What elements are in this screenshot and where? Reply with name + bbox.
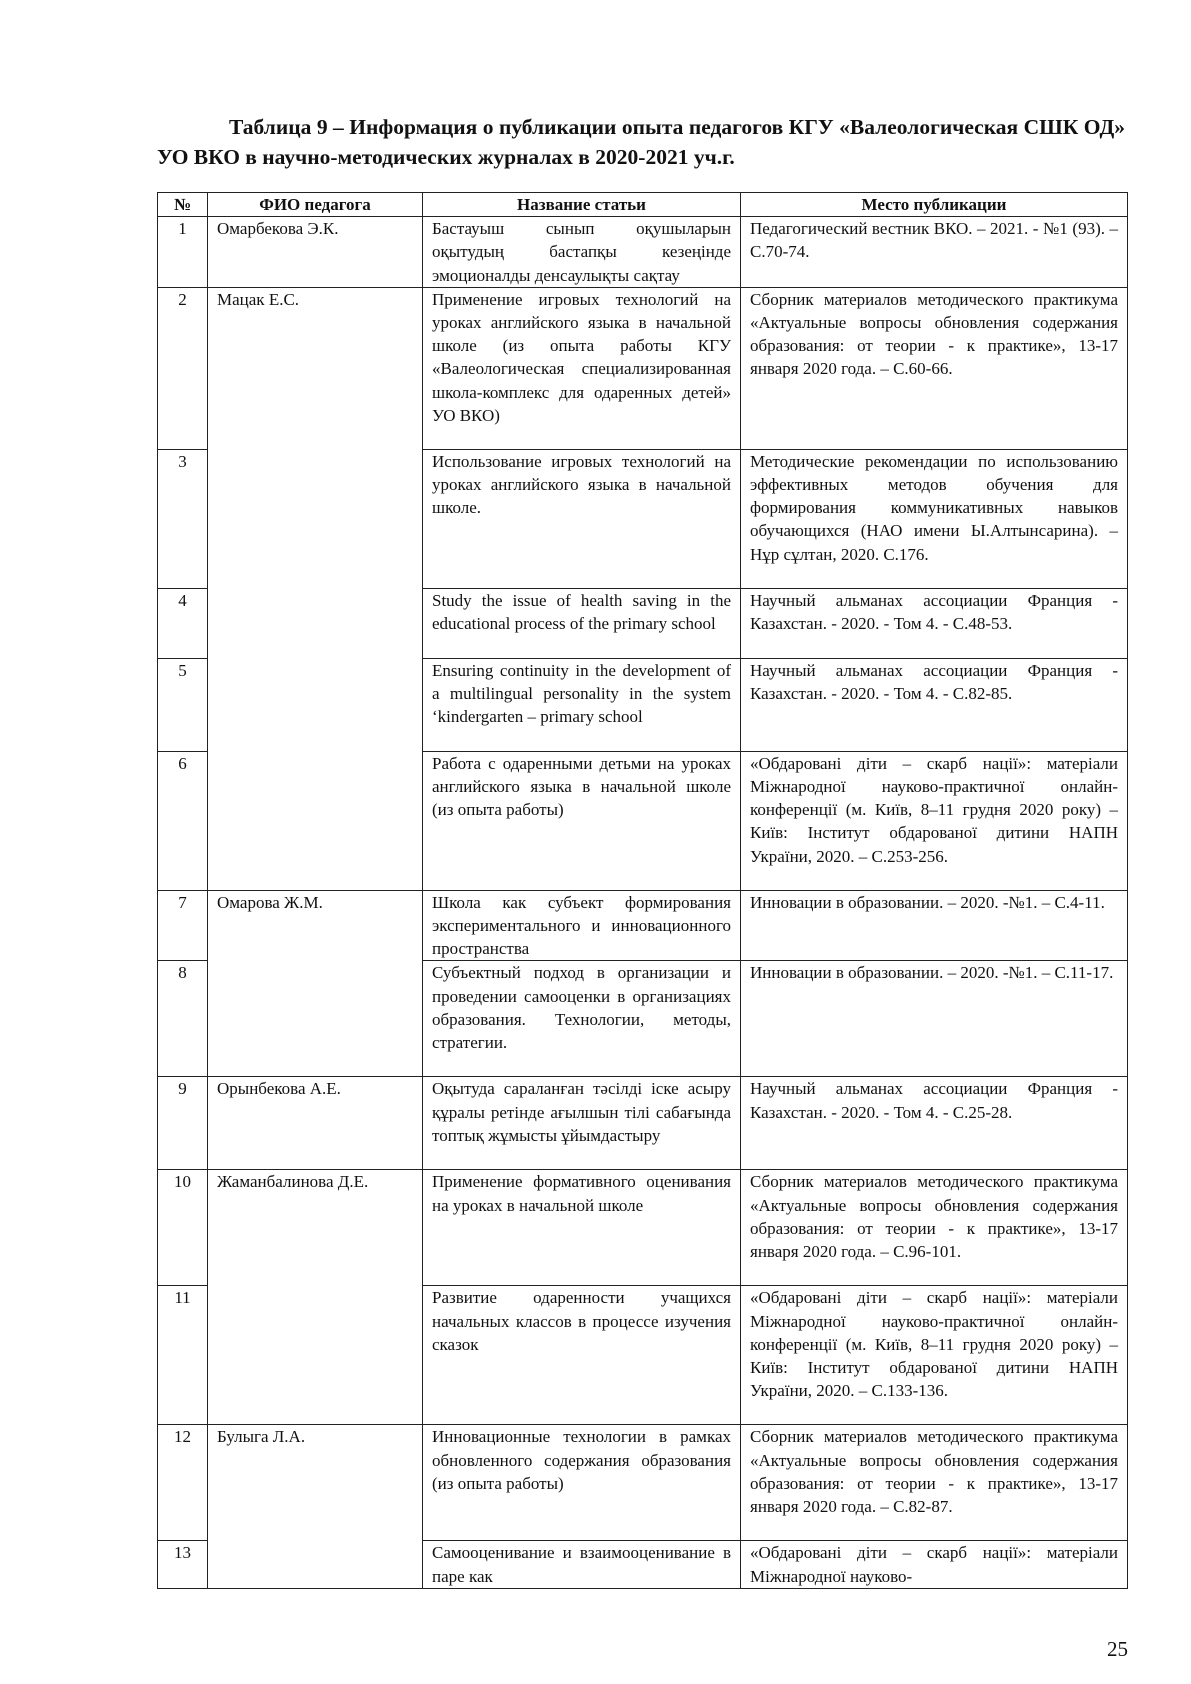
publication-place: «Обдаровані діти – скарб нації»: матеріали Міжнародної науково-практичної онлайн-конференції (м. Київ, 8–11 грудня 2020 року) – Київ: Інститут обдарованої дитини НАПН України, 2020. – С.253-256. [741,751,1128,890]
article-title: Использование игровых технологий на уроках английского языка в начальной школе. [423,449,741,588]
row-num: 4 [158,588,208,658]
publication-place: Инновации в образовании. – 2020. -№1. – С.11-17. [741,961,1128,1077]
header-fio: ФИО педагога [208,193,423,217]
header-title: Название статьи [423,193,741,217]
article-title: Применение формативного оценивания на уроках в начальной школе [423,1170,741,1286]
publications-table [157,192,1128,1589]
row-num: 3 [158,449,208,588]
publication-place: Сборник материалов методического практикума «Актуальные вопросы обновления содержания образования: от теории - к практике», 13-17 января 2020 года. – С.82-87. [741,1425,1128,1541]
teacher-name: Орынбекова А.Е. [208,1077,423,1170]
publication-place: Сборник материалов методического практикума «Актуальные вопросы обновления содержания образования: от теории - к практике», 13-17 января 2020 года. – С.96-101. [741,1170,1128,1286]
teacher-name: Жаманбалинова Д.Е. [208,1170,423,1425]
table-row [158,287,1128,449]
teacher-name: Омарова Ж.М. [208,890,423,1077]
row-num: 2 [158,287,208,449]
page-number: 25 [1107,1637,1128,1661]
publication-place: Научный альманах ассоциации Франция - Казахстан. - 2020. - Том 4. - С.48-53. [741,588,1128,658]
publication-place: Сборник материалов методического практикума «Актуальные вопросы обновления содержания образования: от теории - к практике», 13-17 января 2020 года. – С.60-66. [741,287,1128,449]
publication-place: Научный альманах ассоциации Франция - Казахстан. - 2020. - Том 4. - С.82-85. [741,658,1128,751]
row-num: 9 [158,1077,208,1170]
article-title: Развитие одаренности учащихся начальных классов в процессе изучения сказок [423,1286,741,1425]
publication-place: Методические рекомендации по использованию эффективных методов обучения для формирования коммуникативных навыков обучающихся (НАО имени Ы.Алтынсарина). – Нұр сұлтан, 2020. С.176. [741,449,1128,588]
header-place: Место публикации [741,193,1128,217]
article-title: Школа как субъект формирования экспериментального и инновационного пространства [423,890,741,961]
article-title: Бастауыш сынып оқушыларын оқытудың бастапқы кезеңінде эмоционалды денсаулықты сақтау [423,217,741,288]
row-num: 10 [158,1170,208,1286]
row-num: 5 [158,658,208,751]
publication-place: «Обдаровані діти – скарб нації»: матеріали Міжнародної науково- [741,1541,1128,1589]
table-row [158,890,1128,961]
table-row [158,1170,1128,1286]
article-title: Инновационные технологии в рамках обновленного содержания образования (из опыта работы) [423,1425,741,1541]
table-row [158,217,1128,288]
row-num: 6 [158,751,208,890]
teacher-name: Мацак Е.С. [208,287,423,890]
article-title: Самооценивание и взаимооценивание в паре как [423,1541,741,1589]
article-title: Оқытуда сараланған тәсілді іске асыру құралы ретінде ағылшын тілі сабағында топтық жұмысты ұйымдастыру [423,1077,741,1170]
teacher-name: Булыга Л.А. [208,1425,423,1589]
table-row [158,1077,1128,1170]
publication-place: Педагогический вестник ВКО. – 2021. - №1 (93). –С.70-74. [741,217,1128,288]
article-title: Работа с одаренными детьми на уроках английского языка в начальной школе (из опыта работы) [423,751,741,890]
article-title: Ensuring continuity in the development of a multilingual personality in the system ‘kindergarten – primary school [423,658,741,751]
row-num: 1 [158,217,208,288]
table-caption: Таблица 9 – Информация о публикации опыта педагогов КГУ «Валеологическая СШК ОД» УО ВКО в научно-методических журналах в 2020-2021 уч.г. [157,115,1125,169]
table-header-row [158,193,1128,217]
teacher-name: Омарбекова Э.К. [208,217,423,288]
article-title: Study the issue of health saving in the educational process of the primary school [423,588,741,658]
publication-place: Научный альманах ассоциации Франция - Казахстан. - 2020. - Том 4. - С.25-28. [741,1077,1128,1170]
row-num: 8 [158,961,208,1077]
row-num: 12 [158,1425,208,1541]
publication-place: «Обдаровані діти – скарб нації»: матеріали Міжнародної науково-практичної онлайн-конференції (м. Київ, 8–11 грудня 2020 року) – Київ: Інститут обдарованої дитини НАПН України, 2020. – С.133-136. [741,1286,1128,1425]
article-title: Применение игровых технологий на уроках английского языка в начальной школе (из опыта работы КГУ «Валеологическая специализированная школа-комплекс для одаренных детей» УО ВКО) [423,287,741,449]
article-title: Субъектный подход в организации и проведении самооценки в организациях образования. Технологии, методы, стратегии. [423,961,741,1077]
row-num: 13 [158,1541,208,1589]
row-num: 7 [158,890,208,961]
row-num: 11 [158,1286,208,1425]
table-row [158,1425,1128,1541]
publication-place: Инновации в образовании. – 2020. -№1. – С.4-11. [741,890,1128,961]
header-num: № [158,193,208,217]
